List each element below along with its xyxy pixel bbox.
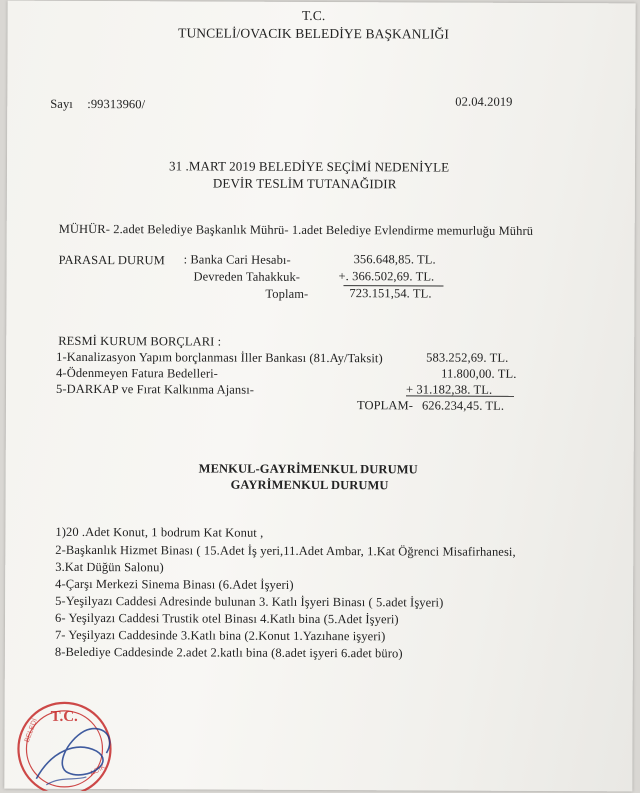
menkul-item-6: 6- Yeşilyazı Caddesi Trustik otel Binası 4.Katlı bina (5.Adet İşyeri) [54,610,399,627]
gayrimenkul-heading: GAYRİMENKUL DURUMU [230,477,389,493]
parasal-label-2: Devreden Tahakkuk- [193,269,301,284]
muhur-line: MÜHÜR- 2.adet Belediye Başkanlık Mührü- 1.adet Belediye Evlendirme memurluğu Mührü [58,221,534,238]
header-tc: T.C. [301,7,326,24]
menkul-item-5: 5-Yeşilyazı Caddesi Adresinde bulunan 3. Katlı İşyeri Binası ( 5.adet İşyeri) [55,593,444,610]
parasal-value-3: 723.151,54. TL. [349,286,432,301]
menkul-item-3: 3.Kat Düğün Salonu) [55,559,164,575]
menkul-item-8: 8-Belediye Caddesinde 2.adet 2.katlı bina (8.adet işyeri 6.adet büro) [54,644,403,661]
borc-label-1: 1-Kanalizasyon Yapım borçlanması İller Bankası (81.Ay/Taksit) [56,349,383,366]
parasal-heading: PARASAL DURUM [58,252,165,268]
borclar-heading: RESMİ KURUM BORÇLARI : [58,333,222,349]
menkul-item-1: 1)20 .Adet Konut, 1 bodrum Kat Konut , [55,524,264,540]
parasal-label-1: : Banka Cari Hesabı- [183,252,291,267]
document-date: 02.04.2019 [455,94,513,109]
parasal-label-3: Toplam- [265,286,309,301]
borc-value-1: 583.252,69. TL. [426,350,509,365]
sayi-label: Sayı [50,96,73,111]
official-seal-image [6,681,126,792]
menkul-item-7: 7- Yeşilyazı Caddesinde 3.Katlı bina (2.Konut 1.Yazıhane işyeri) [54,627,386,644]
borc-label-3: 5-DARKAP ve Fırat Kalkınma Ajansı- [55,381,255,397]
svg-text:BELEDİ: BELEDİ [23,717,39,744]
menkul-heading: MENKUL-GAYRİMENKUL DURUMU [198,461,418,477]
borc-value-2: 11.800,00. TL. [441,366,517,381]
sayi-value: :99313960/ [87,96,146,112]
svg-text:ACIK: ACIK [88,763,107,778]
seal-text: T.C. [50,708,78,725]
title-line-2: DEVİR TESLİM TUTANAĞIDIR [212,175,397,192]
parasal-value-1: 356.648,85. TL. [353,252,436,267]
borc-label-2: 4-Ödenmeyen Fatura Bedelleri- [56,365,219,381]
header-institution: TUNCELİ/OVACIK BELEDİYE BAŞKANLIĞI [178,25,450,42]
borc-total-value: 626.234,45. TL. [421,398,505,413]
menkul-item-2: 2-Başkanlık Hizmet Binası ( 15.Adet İş yeri,11.Adet Ambar, 1.Kat Öğrenci Misafirhanesi, [55,542,516,559]
borc-total-label: TOPLAM- [356,398,414,413]
borc-value-3: + 31.182,38. TL. [405,382,493,397]
menkul-item-4: 4-Çarşı Merkezi Sinema Binası (6.Adet İşyeri) [55,576,294,592]
parasal-value-2: +. 366.502,69. TL. [338,269,435,284]
title-line-1: 31 .MART 2019 BELEDİYE SEÇİMİ NEDENİYLE [168,158,450,175]
document-page [4,1,635,792]
